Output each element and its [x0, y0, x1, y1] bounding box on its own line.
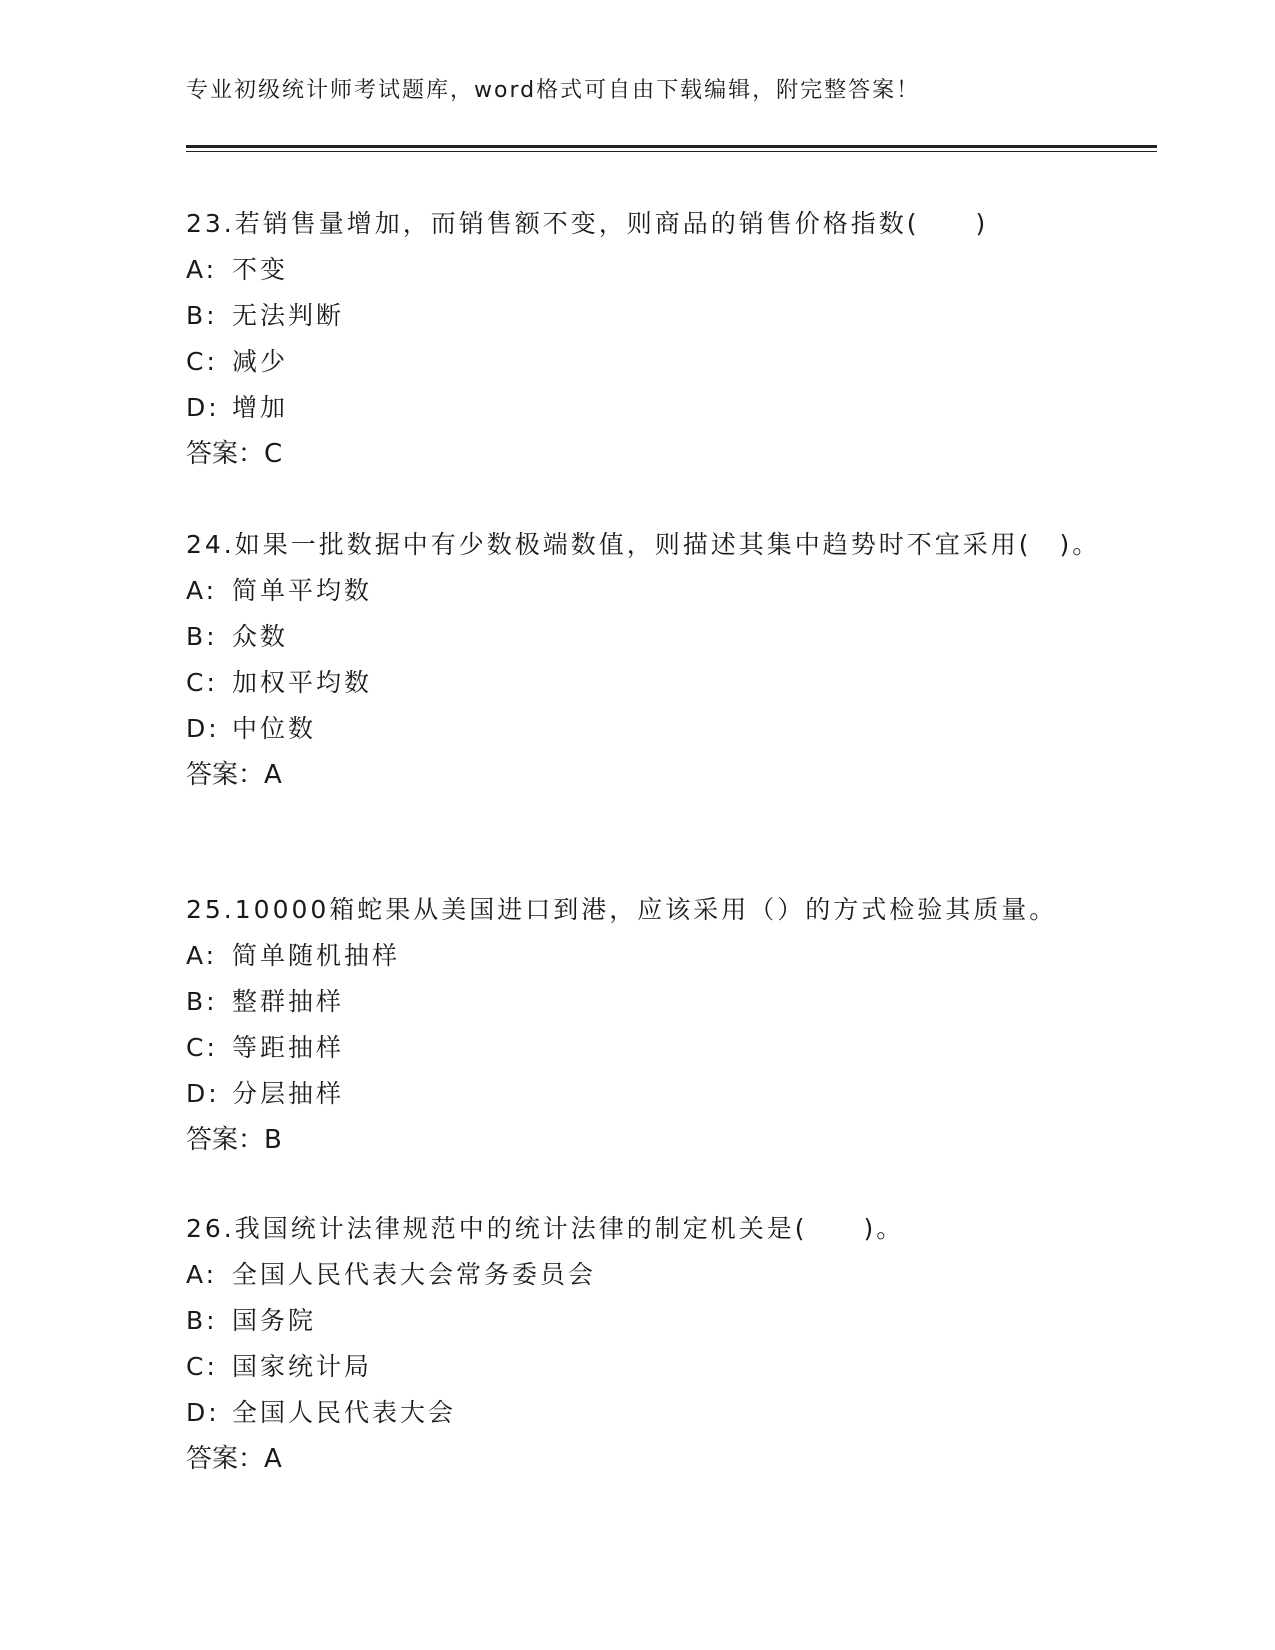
answer-label: 答案： — [186, 760, 265, 790]
option-text: 简单平均数 — [232, 576, 373, 605]
option-text: 分层抽样 — [232, 1079, 345, 1108]
option-letter: D: — [186, 393, 220, 422]
question-26 — [186, 1206, 1116, 1482]
option-letter: D: — [186, 714, 220, 743]
option-text: 全国人民代表大会常务委员会 — [232, 1260, 597, 1289]
option-text: 国家统计局 — [232, 1352, 373, 1381]
option-letter: B: — [186, 622, 218, 651]
option-text: 简单随机抽样 — [232, 941, 401, 970]
option-b — [186, 293, 1116, 339]
option-text: 等距抽样 — [232, 1033, 345, 1062]
option-d — [186, 1071, 1116, 1117]
answer-value: B — [264, 1125, 282, 1155]
option-letter: C: — [186, 1352, 218, 1381]
option-letter: B: — [186, 987, 218, 1016]
option-letter: D: — [186, 1398, 220, 1427]
option-letter: A: — [186, 255, 218, 284]
option-text: 不变 — [232, 255, 289, 284]
option-c — [186, 1025, 1116, 1071]
option-text: 众数 — [232, 622, 289, 651]
answer-line — [186, 752, 1116, 798]
option-letter: B: — [186, 1306, 218, 1335]
option-a — [186, 1252, 1116, 1298]
option-c — [186, 339, 1116, 385]
option-text: 国务院 — [232, 1306, 317, 1335]
option-c — [186, 660, 1116, 706]
answer-label: 答案： — [186, 439, 265, 469]
option-c — [186, 1344, 1116, 1390]
answer-label: 答案： — [186, 1444, 265, 1474]
option-letter: B: — [186, 301, 218, 330]
option-text: 增加 — [232, 393, 289, 422]
answer-label: 答案： — [186, 1125, 265, 1155]
option-text: 全国人民代表大会 — [232, 1398, 457, 1427]
option-a — [186, 247, 1116, 293]
option-text: 中位数 — [232, 714, 317, 743]
answer-line — [186, 1436, 1116, 1482]
question-23 — [186, 201, 1116, 477]
option-text: 整群抽样 — [232, 987, 345, 1016]
option-text: 减少 — [232, 347, 289, 376]
header-divider-thin — [186, 151, 1157, 152]
answer-line — [186, 1117, 1116, 1163]
answer-value: A — [264, 1444, 282, 1474]
option-letter: A: — [186, 576, 218, 605]
option-a — [186, 568, 1116, 614]
question-25 — [186, 887, 1116, 1163]
question-stem: 23.若销售量增加，而销售额不变，则商品的销售价格指数( ) — [186, 209, 989, 238]
option-letter: C: — [186, 347, 218, 376]
header-divider-thick — [186, 145, 1157, 148]
option-b — [186, 1298, 1116, 1344]
option-b — [186, 979, 1116, 1025]
answer-line — [186, 431, 1116, 477]
option-letter: A: — [186, 941, 218, 970]
question-stem: 25.10000箱蛇果从美国进口到港，应该采用（）的方式检验其质量。 — [186, 895, 1058, 924]
option-d — [186, 385, 1116, 431]
option-text: 无法判断 — [232, 301, 345, 330]
option-text: 加权平均数 — [232, 668, 373, 697]
answer-value: A — [264, 760, 282, 790]
page-header: 专业初级统计师考试题库，word格式可自由下载编辑，附完整答案！ — [186, 78, 921, 103]
option-letter: A: — [186, 1260, 218, 1289]
question-stem: 26.我国统计法律规范中的统计法律的制定机关是( )。 — [186, 1214, 905, 1243]
option-letter: C: — [186, 1033, 218, 1062]
question-stem: 24.如果一批数据中有少数极端数值，则描述其集中趋势时不宜采用( )。 — [186, 530, 1101, 559]
answer-value: C — [264, 439, 283, 469]
option-b — [186, 614, 1116, 660]
option-d — [186, 1390, 1116, 1436]
question-24 — [186, 522, 1116, 798]
option-letter: D: — [186, 1079, 220, 1108]
option-a — [186, 933, 1116, 979]
option-d — [186, 706, 1116, 752]
option-letter: C: — [186, 668, 218, 697]
